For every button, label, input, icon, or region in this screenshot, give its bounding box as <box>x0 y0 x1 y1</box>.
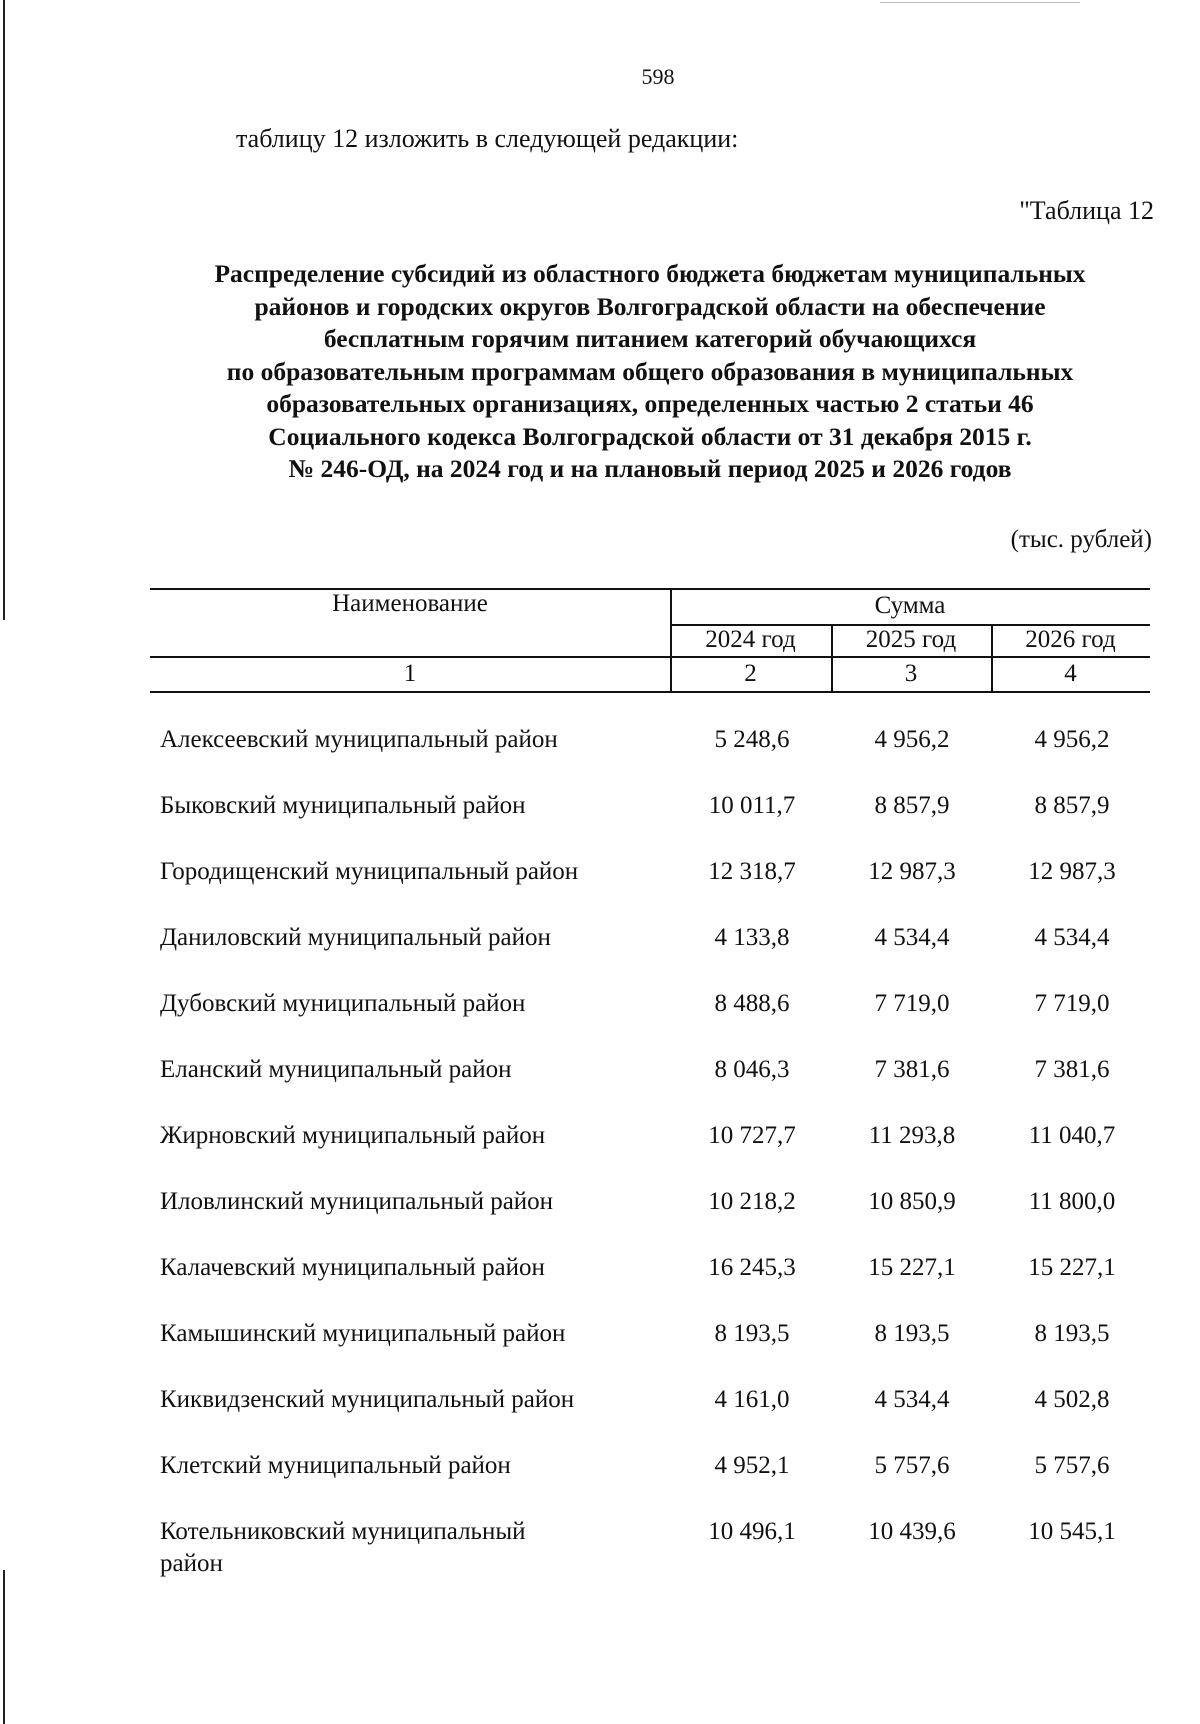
value-2026: 15 227,1 <box>1028 1254 1116 1281</box>
units-label: (тыс. рублей) <box>1010 526 1152 553</box>
value-2026: 7 719,0 <box>1034 990 1110 1017</box>
value-2025: 15 227,1 <box>868 1254 956 1281</box>
col-number-4: 4 <box>1064 660 1077 687</box>
table-row <box>0 1318 1200 1382</box>
value-2026: 4 956,2 <box>1034 726 1110 753</box>
value-2025: 11 293,8 <box>868 1122 956 1149</box>
value-2026: 11 800,0 <box>1028 1188 1116 1215</box>
title-line: Социального кодекса Волгоградской области от 31 декабря 2015 г. <box>268 421 1032 451</box>
value-2024: 10 011,7 <box>708 792 796 819</box>
value-2024: 10 218,2 <box>708 1188 796 1215</box>
header-sum: Сумма <box>874 592 946 619</box>
page-number: 598 <box>641 64 675 89</box>
value-2026: 7 381,6 <box>1034 1056 1110 1083</box>
title-line: бесплатным горячим питанием категорий обучающихся <box>323 324 977 353</box>
table-row <box>0 1054 1200 1118</box>
district-name: Иловлинский муниципальный район <box>160 1188 554 1215</box>
col-number-2: 2 <box>744 660 757 687</box>
table-row <box>0 1120 1200 1184</box>
col-number-rule <box>150 691 1150 693</box>
value-2024: 8 488,6 <box>714 990 790 1017</box>
value-2025: 8 857,9 <box>874 792 950 819</box>
header-name: Наименование <box>332 590 488 617</box>
scan-mark <box>880 2 1080 3</box>
value-2026: 10 545,1 <box>1028 1518 1116 1545</box>
district-name: Городищенский муниципальный район <box>160 858 579 885</box>
value-2026: 5 757,6 <box>1034 1452 1110 1479</box>
value-2025: 4 534,4 <box>874 1386 950 1413</box>
table-row <box>0 1516 1200 1580</box>
value-2025: 8 193,5 <box>874 1320 950 1347</box>
table-label: "Таблица 12 <box>1019 196 1154 225</box>
district-name: Камышинский муниципальный район <box>160 1320 566 1347</box>
district-name: Быковский муниципальный район <box>160 792 526 819</box>
header-year-2024: 2024 год <box>705 626 796 653</box>
value-2026: 4 534,4 <box>1034 924 1110 951</box>
district-name: Алексеевский муниципальный район <box>160 726 558 753</box>
value-2025: 12 987,3 <box>868 858 956 885</box>
document-title <box>150 258 1150 486</box>
value-2025: 10 439,6 <box>868 1518 956 1545</box>
district-name: Клетский муниципальный район <box>160 1452 511 1479</box>
col-number-3: 3 <box>904 660 918 687</box>
value-2024: 8 046,3 <box>714 1056 790 1083</box>
district-name: Калачевский муниципальный район <box>160 1254 545 1281</box>
value-2024: 8 193,5 <box>714 1320 790 1347</box>
scan-edge <box>3 0 5 620</box>
table-row <box>0 790 1200 854</box>
value-2024: 10 727,7 <box>708 1122 796 1149</box>
table-row <box>0 724 1200 788</box>
value-2026: 11 040,7 <box>1028 1122 1116 1149</box>
value-2024: 12 318,7 <box>708 858 796 885</box>
value-2024: 5 248,6 <box>714 726 790 753</box>
value-2025: 10 850,9 <box>868 1188 956 1215</box>
header-year-2025: 2025 год <box>865 626 957 653</box>
table-row <box>0 1186 1200 1250</box>
value-2024: 16 245,3 <box>708 1254 796 1281</box>
district-name: Даниловский муниципальный район <box>160 924 551 951</box>
value-2025: 7 381,6 <box>874 1056 950 1083</box>
title-line: районов и городских округов Волгоградской области на обеспечение <box>254 291 1046 321</box>
value-2024: 4 133,8 <box>714 924 790 951</box>
district-name: Дубовский муниципальный район <box>160 990 526 1017</box>
scan-edge <box>3 1570 5 1724</box>
intro-text: таблицу 12 изложить в следующей редакции: <box>236 124 739 153</box>
table-row <box>0 922 1200 986</box>
district-name: Жирновский муниципальный район <box>160 1122 546 1149</box>
value-2026: 4 502,8 <box>1034 1386 1110 1413</box>
col-number-1: 1 <box>403 660 417 687</box>
title-line: образовательных организациях, определенных частью 2 статьи 46 <box>266 389 1034 418</box>
header-rule <box>150 656 1150 658</box>
value-2026: 8 857,9 <box>1034 792 1110 819</box>
value-2024: 4 161,0 <box>714 1386 790 1413</box>
title-line: № 246-ОД, на 2024 год и на плановый период 2025 и 2026 годов <box>288 454 1012 483</box>
table-row <box>0 1450 1200 1514</box>
value-2025: 4 534,4 <box>874 924 950 951</box>
value-2026: 8 193,5 <box>1034 1320 1110 1347</box>
value-2024: 10 496,1 <box>708 1518 796 1545</box>
value-2025: 4 956,2 <box>874 726 950 753</box>
value-2025: 5 757,6 <box>874 1452 950 1479</box>
table-row <box>0 1252 1200 1316</box>
district-name: Еланский муниципальный район <box>160 1056 512 1083</box>
value-2025: 7 719,0 <box>874 990 950 1017</box>
title-line: Распределение субсидий из областного бюджета бюджетам муниципальных <box>214 259 1086 288</box>
table-row <box>0 856 1200 920</box>
district-name: Котельниковский муниципальный район <box>160 1518 526 1577</box>
district-name: Киквидзенский муниципальный район <box>160 1386 575 1413</box>
value-2026: 12 987,3 <box>1028 858 1116 885</box>
value-2024: 4 952,1 <box>714 1452 790 1479</box>
table-row <box>0 988 1200 1052</box>
header-year-2026: 2026 год <box>1025 626 1116 653</box>
table-row <box>0 1384 1200 1448</box>
title-line: по образовательным программам общего образования в муниципальных <box>226 356 1074 386</box>
